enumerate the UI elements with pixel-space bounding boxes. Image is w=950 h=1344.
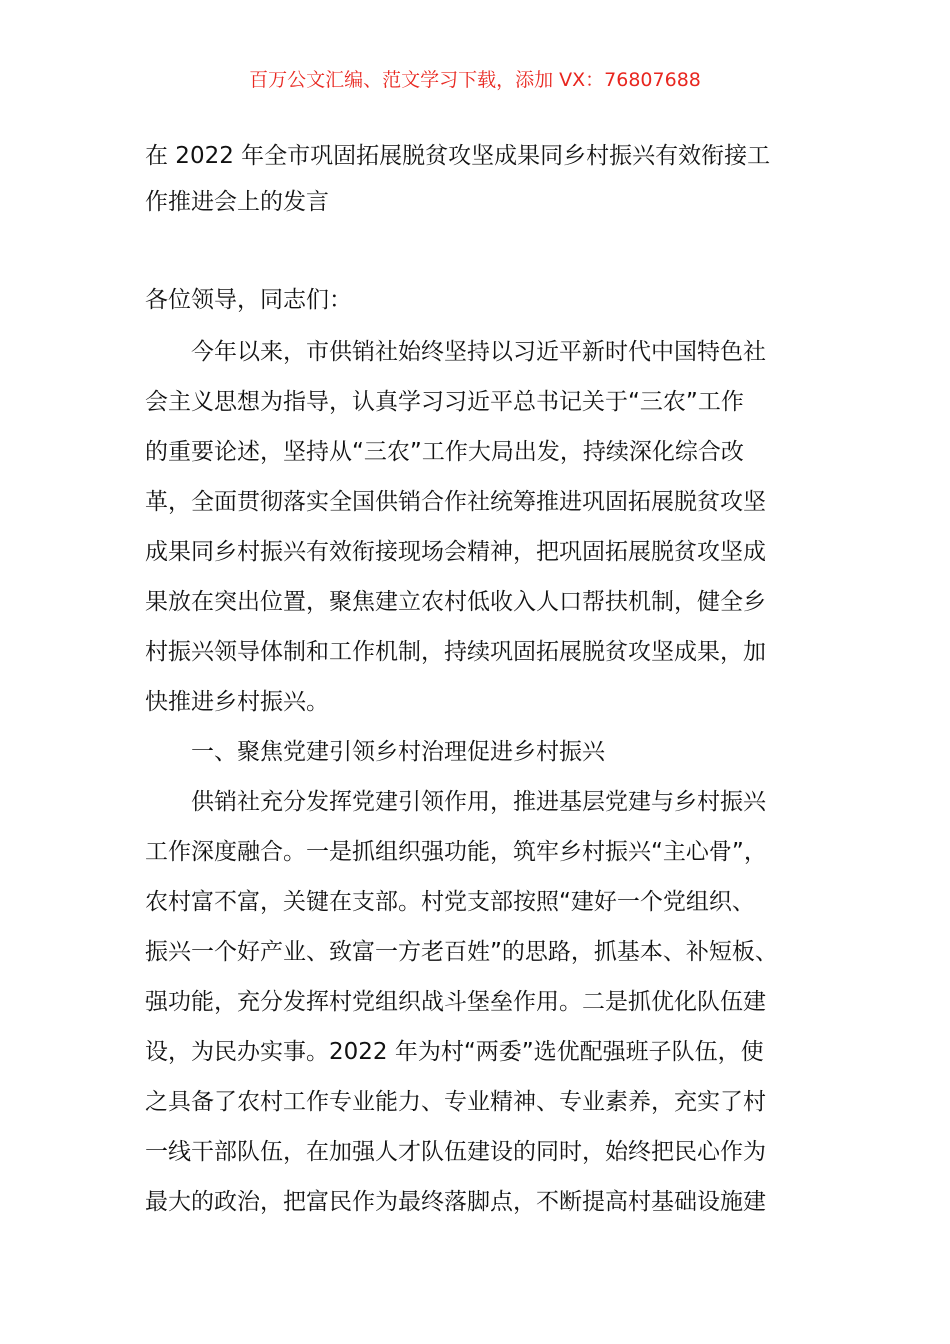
paragraph-line: 今年以来，市供销社始终坚持以习近平新时代中国特色社 [191,339,766,365]
paragraph-intro [145,327,825,727]
paragraph-line: 一线干部队伍，在加强人才队伍建设的同时，始终把民心作为 [145,1139,766,1165]
title-line: 作推进会上的发言 [145,189,329,215]
paragraph-line: 快推进乡村振兴。 [145,689,329,715]
paragraph-line: 之具备了农村工作专业能力、专业精神、专业素养，充实了村 [145,1089,766,1115]
paragraph-line: 设，为民办实事。2022 年为村“两委”选优配强班子队伍，使 [145,1039,764,1065]
paragraph-line: 农村富不富，关键在支部。村党支部按照“建好一个党组织、 [145,889,755,915]
paragraph-line: 供销社充分发挥党建引领作用，推进基层党建与乡村振兴 [191,789,766,815]
paragraph-line: 成果同乡村振兴有效衔接现场会精神，把巩固拓展脱贫攻坚成 [145,539,766,565]
section-heading [145,727,825,777]
paragraph-section-1 [145,777,825,1227]
title-line: 在 2022 年全市巩固拓展脱贫攻坚成果同乡村振兴有效衔接工 [145,143,771,169]
section-heading-text: 一、聚焦党建引领乡村治理促进乡村振兴 [191,739,605,765]
paragraph-line: 果放在突出位置，聚焦建立农村低收入人口帮扶机制，健全乡 [145,589,766,615]
paragraph-line: 村振兴领导体制和工作机制，持续巩固拓展脱贫攻坚成果，加 [145,639,766,665]
paragraph-line: 会主义思想为指导，认真学习习近平总书记关于“三农”工作 [145,389,744,415]
header-watermark-note: 百万公文汇编、范文学习下载，添加 VX：76807688 [249,69,701,91]
paragraph-line: 最大的政治，把富民作为最终落脚点，不断提高村基础设施建 [145,1189,766,1215]
paragraph-line: 强功能，充分发挥村党组织战斗堡垒作用。二是抓优化队伍建 [145,989,766,1015]
document-title [145,133,815,225]
paragraph-line: 振兴一个好产业、致富一方老百姓”的思路，抓基本、补短板、 [145,939,778,965]
paragraph-line: 的重要论述，坚持从“三农”工作大局出发，持续深化综合改 [145,439,744,465]
paragraph-line: 革，全面贯彻落实全国供销合作社统筹推进巩固拓展脱贫攻坚 [145,489,766,515]
paragraph-line: 工作深度融合。一是抓组织强功能，筑牢乡村振兴“主心骨”， [145,839,767,865]
salutation: 各位领导，同志们： [145,287,352,313]
